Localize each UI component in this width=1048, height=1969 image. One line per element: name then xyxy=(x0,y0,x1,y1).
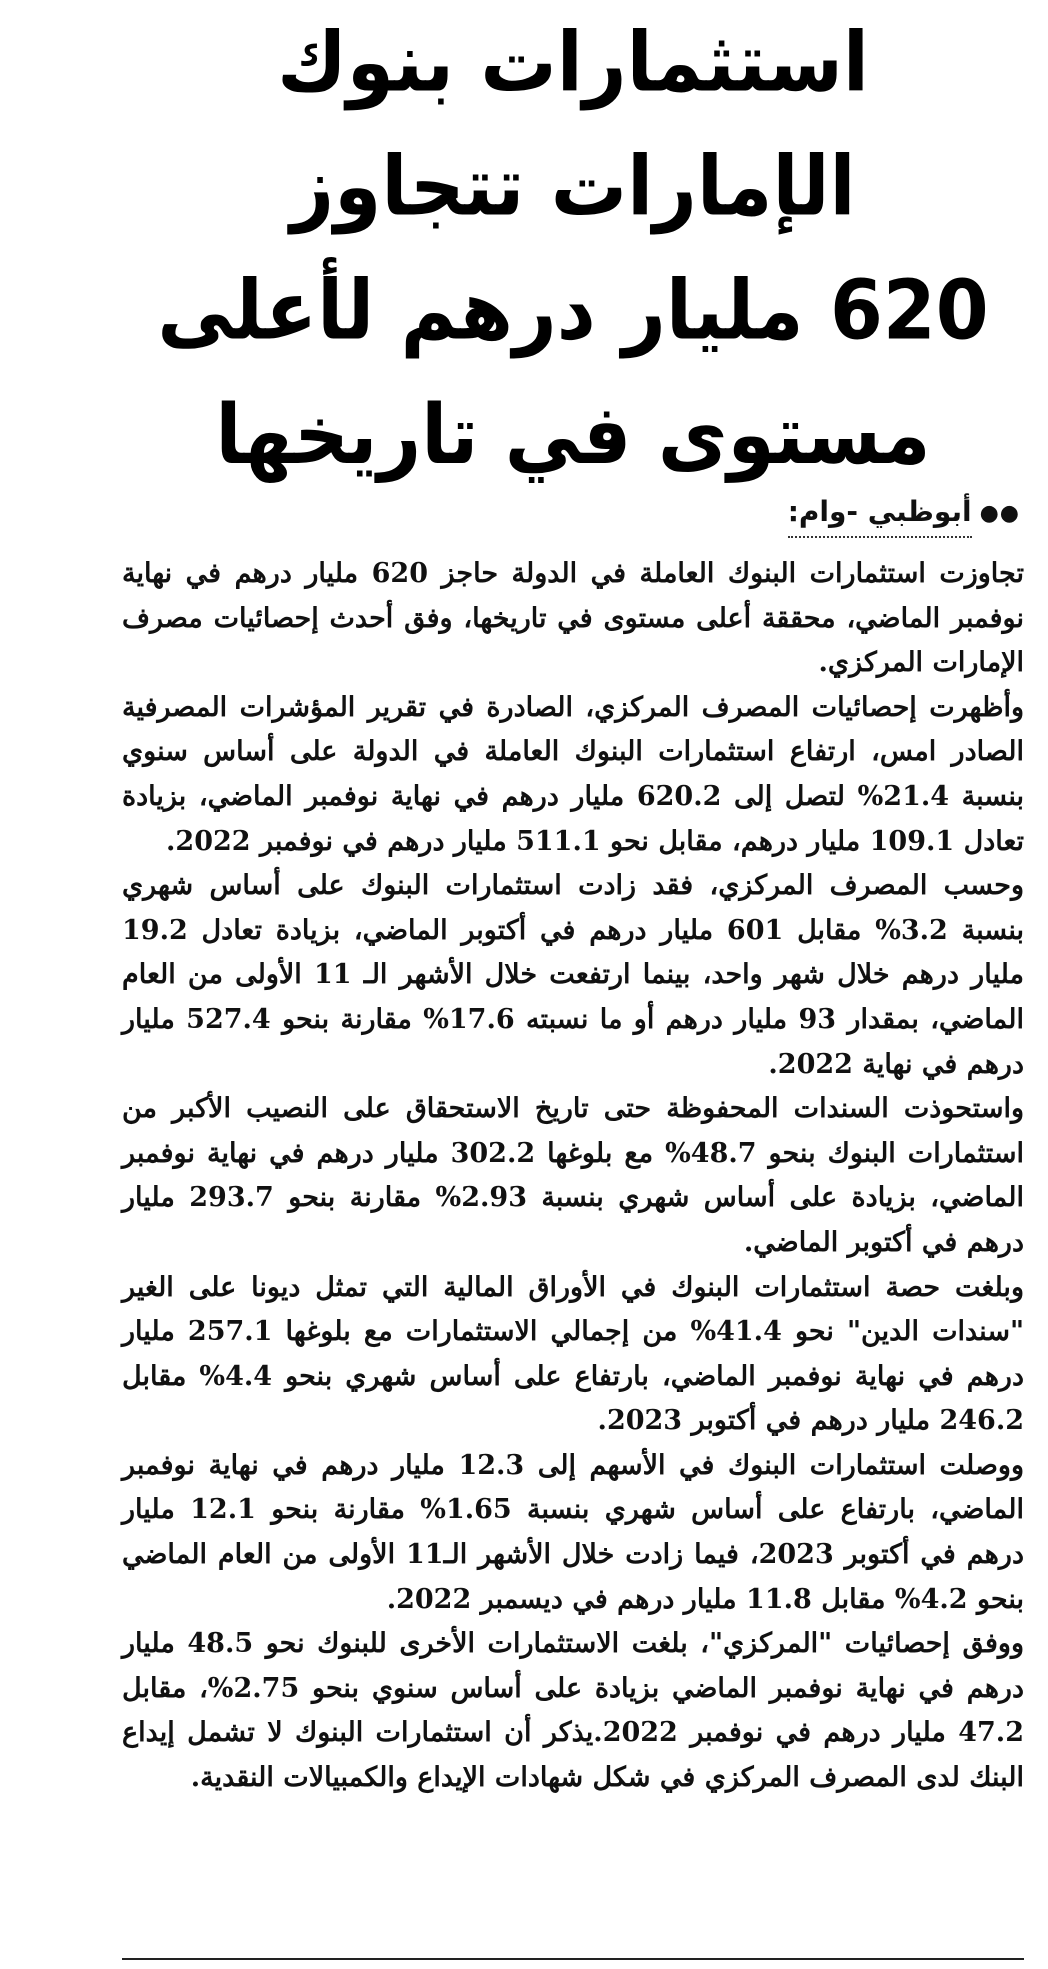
paragraph: ووصلت استثمارات البنوك في الأسهم إلى 12.3 مليار درهم في نهاية نوفمبر الماضي، بارتفاع على أساس شهري بنسبة 1.65% مقارنة بنحو 12.1 مليار درهم في أكتوبر 2023، فيما زادت خلال الأشهر الـ11 الأولى من العام الماضي بنحو 4.2% مقابل 11.8 مليار درهم في ديسمبر 2022. xyxy=(122,1449,1024,1615)
bottom-divider xyxy=(122,1958,1024,1960)
byline-bullet-icon: ●● xyxy=(979,501,1020,526)
byline-text: أبوظبي -وام: xyxy=(788,490,972,538)
byline xyxy=(122,490,1024,538)
paragraph: ووفق إحصائيات "المركزي"، بلغت الاستثمارات الأخرى للبنوك نحو 48.5 مليار درهم في نهاية نوفمبر الماضي بزيادة على أساس سنوي بنحو 2.75%، مقابل 47.2 مليار درهم في نوفمبر 2022.يذكر أن استثمارات البنوك لا تشمل إيداع البنك لدى المصرف المركزي في شكل شهادات الإيداع والكمبيالات النقدية. xyxy=(122,1628,1024,1794)
paragraph: واستحوذت السندات المحفوظة حتى تاريخ الاستحقاق على النصيب الأكبر من استثمارات البنوك بنحو 48.7% مع بلوغها 302.2 مليار درهم في نهاية نوفمبر الماضي، بزيادة على أساس شهري بنسبة 2.93% مقارنة بنحو 293.7 مليار درهم في أكتوبر الماضي. xyxy=(122,1093,1025,1258)
headline xyxy=(122,0,1024,496)
headline-line-2: 620 مليار درهم لأعلى مستوى في تاريخها xyxy=(157,262,989,483)
paragraph: تجاوزت استثمارات البنوك العاملة في الدولة حاجز 620 مليار درهم في نهاية نوفمبر الماضي، محققة أعلى مستوى في تاريخها، وفق أحدث إحصائيات مصرف الإمارات المركزي. xyxy=(122,558,1024,679)
paragraph: وبلغت حصة استثمارات البنوك في الأوراق المالية التي تمثل ديونا على الغير "سندات الدين" نحو 41.4% من إجمالي الاستثمارات مع بلوغها 257.1 مليار درهم في نهاية نوفمبر الماضي، بارتفاع على أساس شهري بنحو 4.4% مقابل 246.2 مليار درهم في أكتوبر 2023. xyxy=(122,1271,1025,1437)
paragraph: وأظهرت إحصائيات المصرف المركزي، الصادرة في تقرير المؤشرات المصرفية الصادر امس، ارتفاع استثمارات البنوك العاملة في الدولة على أساس سنوي بنسبة 21.4% لتصل إلى 620.2 مليار درهم في نهاية نوفمبر الماضي، بزيادة تعادل 109.1 مليار درهم، مقابل نحو 511.1 مليار درهم في نوفمبر 2022. xyxy=(122,691,1025,857)
article-body xyxy=(122,552,1024,1801)
headline-line-1: استثمارات بنوك الإمارات تتجاوز xyxy=(277,13,869,234)
paragraph: وحسب المصرف المركزي، فقد زادت استثمارات البنوك على أساس شهري بنسبة 3.2% مقابل 601 مليار درهم في أكتوبر الماضي، بزيادة تعادل 19.2 مليار درهم خلال شهر واحد، بينما ارتفعت خلال الأشهر الـ 11 الأولى من العام الماضي، بمقدار 93 مليار درهم أو ما نسبته 17.6% مقارنة بنحو 527.4 مليار درهم في نهاية 2022. xyxy=(122,870,1025,1080)
